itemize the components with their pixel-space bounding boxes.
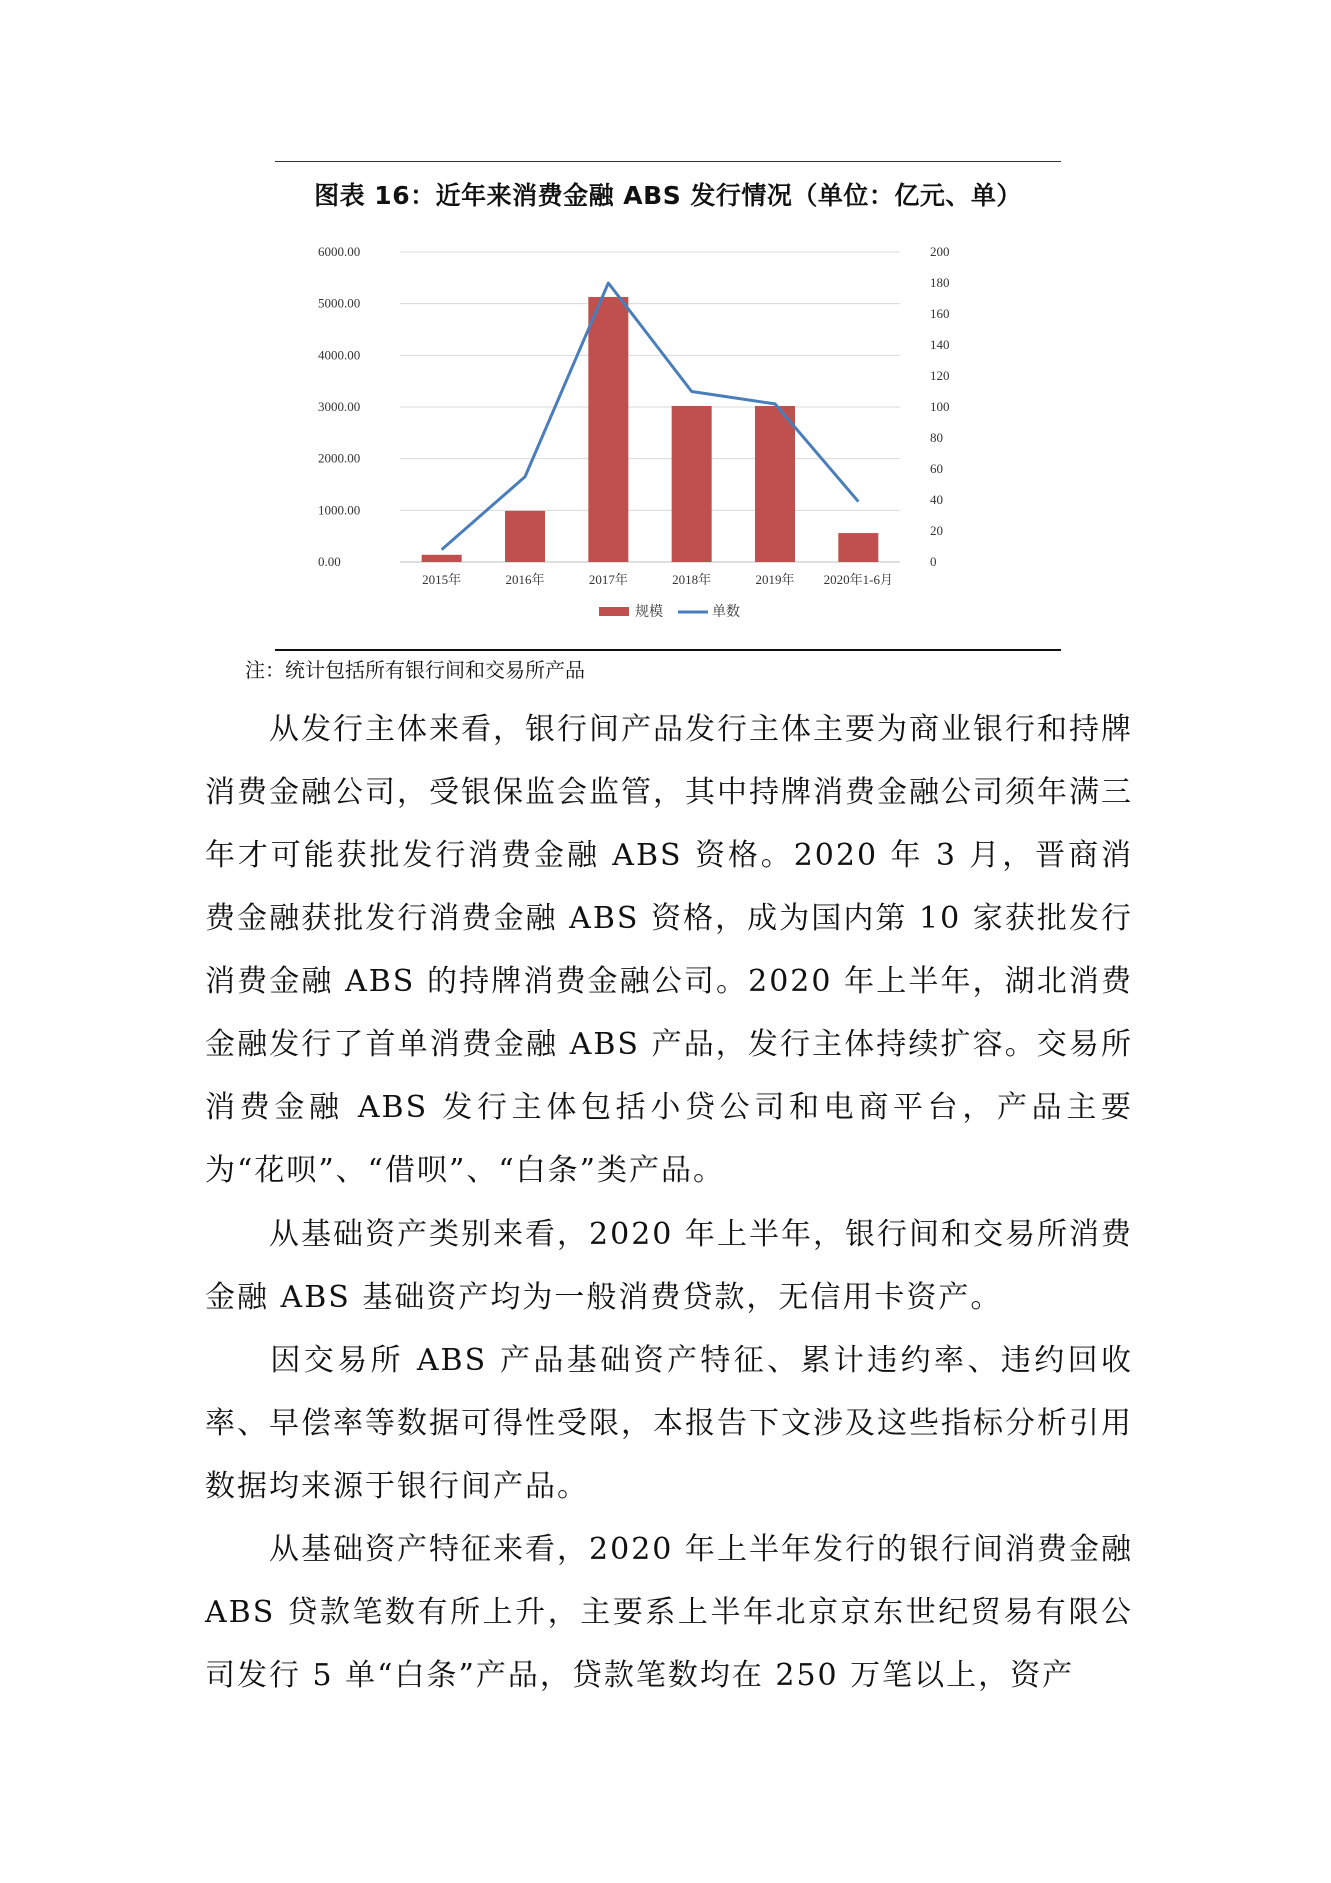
paragraph-issuers-text: 从发行主体来看，银行间产品发行主体主要为商业银行和持牌消费金融公司，受银保监会监管，其中持牌消费金融公司须年满三年才可能获批发行消费金融 ABS 资格。2020 年 3 月，晋商消费金融获批发行消费金融 ABS 资格，成为国内第 10 家获批发行消费金融 ABS 的持牌消费金融公司。2020 年上半年，湖北消费金融发行了首单消费金融 ABS 产品，发行主体持续扩容。交易所消费金融 ABS 发行主体包括小贷公司和电商平台，产品主要为“花呗”、“借呗”、“白条”类产品。 bbox=[205, 712, 1133, 1188]
bar-5 bbox=[838, 533, 878, 562]
paragraph-asset-features bbox=[205, 1518, 1133, 1707]
bar-4 bbox=[755, 406, 795, 562]
y-left-tick-label: 0.00 bbox=[318, 554, 341, 569]
bar-2 bbox=[588, 297, 628, 562]
line-series-count bbox=[442, 283, 859, 550]
y-right-tick-label: 180 bbox=[930, 275, 950, 290]
figure-note: 注：统计包括所有银行间和交易所产品 bbox=[245, 658, 585, 682]
paragraph-asset-type-text: 从基础资产类别来看，2020 年上半年，银行间和交易所消费金融 ABS 基础资产均为一般消费贷款，无信用卡资产。 bbox=[205, 1217, 1133, 1315]
y-left-tick-label: 3000.00 bbox=[318, 399, 361, 414]
x-tick-label: 2017年 bbox=[588, 572, 628, 587]
y-right-tick-label: 0 bbox=[930, 554, 937, 569]
paragraph-data-source-text: 因交易所 ABS 产品基础资产特征、累计违约率、违约回收率、早偿率等数据可得性受限，本报告下文涉及这些指标分析引用数据均来源于银行间产品。 bbox=[205, 1343, 1133, 1504]
paragraph-asset-type bbox=[205, 1203, 1133, 1329]
paragraph-asset-features-text: 从基础资产特征来看，2020 年上半年发行的银行间消费金融 ABS 贷款笔数有所上升，主要系上半年北京京东世纪贸易有限公司发行 5 单“白条”产品，贷款笔数均在 250 万笔以上，资产 bbox=[205, 1532, 1133, 1693]
legend-line-label: 单数 bbox=[712, 605, 740, 620]
y-left-tick-label: 4000.00 bbox=[318, 347, 361, 363]
x-tick-label: 2020年1-6月 bbox=[823, 572, 894, 587]
figure-title: 图表 16：近年来消费金融 ABS 发行情况（单位：亿元、单） bbox=[314, 181, 1022, 210]
y-right-tick-label: 20 bbox=[930, 523, 943, 538]
y-right-tick-label: 100 bbox=[930, 399, 950, 414]
y-left-tick-label: 1000.00 bbox=[318, 502, 361, 518]
bar-3 bbox=[672, 406, 712, 562]
y-right-tick-label: 200 bbox=[930, 244, 950, 259]
legend-bar-label: 规模 bbox=[635, 605, 663, 620]
figure-top-rule bbox=[275, 161, 1061, 162]
y-right-tick-label: 40 bbox=[930, 492, 943, 507]
y-right-tick-label: 80 bbox=[930, 430, 943, 445]
paragraph-data-source bbox=[205, 1329, 1133, 1518]
y-right-tick-label: 160 bbox=[930, 306, 950, 321]
bar-0 bbox=[422, 555, 462, 562]
figure-bottom-rule bbox=[275, 649, 1061, 651]
abs-issuance-chart bbox=[300, 235, 1040, 635]
legend-bar-swatch bbox=[599, 607, 629, 616]
x-tick-label: 2015年 bbox=[422, 572, 462, 587]
bar-1 bbox=[505, 511, 545, 562]
y-right-tick-label: 60 bbox=[930, 461, 943, 476]
y-left-tick-label: 2000.00 bbox=[318, 450, 361, 466]
y-right-tick-label: 120 bbox=[930, 368, 950, 383]
x-tick-label: 2016年 bbox=[505, 572, 545, 587]
x-tick-label: 2019年 bbox=[755, 572, 795, 587]
x-tick-label: 2018年 bbox=[672, 572, 712, 587]
y-left-tick-label: 5000.00 bbox=[318, 295, 361, 311]
y-left-tick-label: 6000.00 bbox=[318, 244, 361, 259]
paragraph-issuers bbox=[205, 698, 1133, 1202]
y-right-tick-label: 140 bbox=[930, 337, 950, 352]
